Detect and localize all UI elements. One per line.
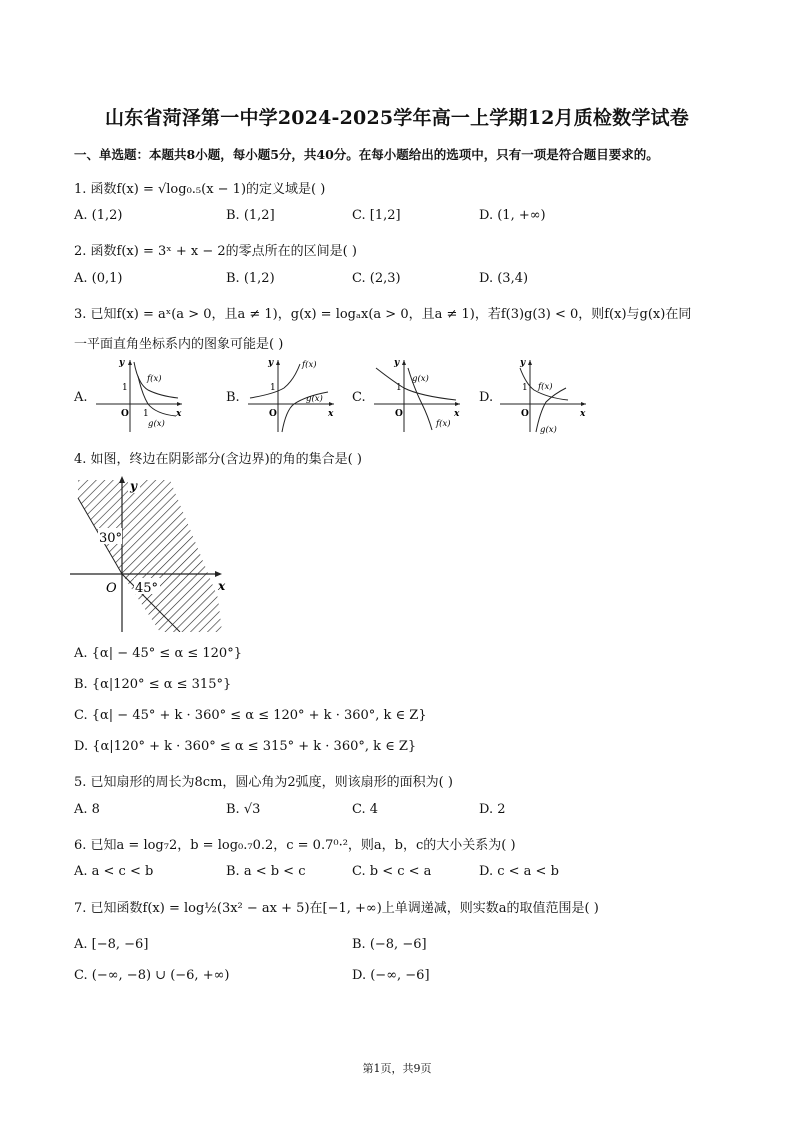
q2-option-b[interactable]: B. (1,2)	[226, 271, 275, 286]
q4-option-b[interactable]: B. {α|120° ≤ α ≤ 315°}	[74, 677, 232, 692]
q4-figure	[70, 472, 230, 632]
q6-option-d[interactable]: D. c < a < b	[479, 864, 559, 879]
q4-option-a[interactable]: A. {α| − 45° ≤ α ≤ 120°}	[74, 646, 242, 661]
q7-option-b[interactable]: B. (−8, −6]	[352, 937, 427, 952]
svg-text:O: O	[121, 409, 129, 419]
q7-option-c[interactable]: C. (−∞, −8) ∪ (−6, +∞)	[74, 968, 230, 983]
page-title: 山东省菏泽第一中学2024-2025学年高一上学期12月质检数学试卷	[105, 107, 689, 129]
svg-text:y: y	[119, 358, 125, 368]
svg-text:1: 1	[143, 409, 149, 419]
svg-text:x: x	[328, 409, 334, 419]
q3-option-b[interactable]: B.	[226, 390, 240, 405]
question-2-stem: 2. 函数f(x) = 3ˣ + x − 2的零点所在的区间是( )	[74, 244, 357, 259]
svg-text:O: O	[521, 409, 529, 419]
q5-option-b[interactable]: B. √3	[226, 802, 261, 817]
svg-text:y: y	[520, 358, 526, 368]
q1-option-d[interactable]: D. (1, +∞)	[479, 208, 546, 223]
q2-option-a[interactable]: A. (0,1)	[74, 271, 123, 286]
question-7-stem: 7. 已知函数f(x) = log½(3x² − ax + 5)在[−1, +∞)上单调递减，则实数a的取值范围是( )	[74, 901, 599, 916]
q3-option-d[interactable]: D.	[479, 390, 494, 405]
svg-text:1: 1	[122, 383, 128, 393]
q1-option-c[interactable]: C. [1,2]	[352, 208, 401, 223]
svg-text:O: O	[269, 409, 277, 419]
svg-text:y: y	[268, 358, 274, 368]
svg-text:30°: 30°	[99, 531, 123, 546]
section-heading: 一、单选题：本题共8小题，每小题5分，共40分。在每小题给出的选项中，只有一项是符合题目要求的。	[74, 147, 659, 162]
svg-text:1: 1	[522, 383, 528, 393]
q5-option-a[interactable]: A. 8	[74, 802, 100, 817]
svg-text:g(x): g(x)	[412, 374, 429, 384]
svg-text:x: x	[218, 579, 226, 593]
svg-text:y: y	[394, 358, 400, 368]
question-6-stem: 6. 已知a = log₇2，b = log₀.₇0.2，c = 0.7⁰·²，则a，b，c的大小关系为( )	[74, 838, 516, 853]
svg-text:x: x	[454, 409, 460, 419]
svg-text:x: x	[580, 409, 586, 419]
q4-option-c[interactable]: C. {α| − 45° + k · 360° ≤ α ≤ 120° + k · 360°, k ∈ Z}	[74, 708, 427, 723]
q1-option-a[interactable]: A. (1,2)	[74, 208, 123, 223]
q1-option-b[interactable]: B. (1,2]	[226, 208, 275, 223]
svg-text:y: y	[130, 479, 137, 493]
question-3-stem-line1: 3. 已知f(x) = aˣ(a > 0，且a ≠ 1)，g(x) = logₐx(a > 0，且a ≠ 1)，若f(3)g(3) < 0，则f(x)与g(x)在同	[74, 307, 692, 322]
question-4-stem: 4. 如图，终边在阴影部分(含边界)的角的集合是( )	[74, 452, 362, 467]
svg-text:x: x	[176, 409, 182, 419]
question-3-stem-line2: 一平面直角坐标系内的图象可能是( )	[74, 337, 284, 352]
svg-text:g(x): g(x)	[540, 425, 557, 434]
svg-text:1: 1	[270, 383, 276, 393]
svg-text:f(x): f(x)	[147, 374, 162, 384]
page-footer: 第1页，共9页	[362, 1062, 432, 1075]
q3-graph-a	[92, 354, 192, 434]
svg-text:f(x): f(x)	[302, 360, 317, 370]
q5-option-c[interactable]: C. 4	[352, 802, 379, 817]
q2-option-c[interactable]: C. (2,3)	[352, 271, 401, 286]
q2-option-d[interactable]: D. (3,4)	[479, 271, 529, 286]
q3-graph-b	[244, 354, 344, 434]
q3-option-a[interactable]: A.	[74, 390, 88, 405]
q3-option-c[interactable]: C.	[352, 390, 366, 405]
q4-option-d[interactable]: D. {α|120° + k · 360° ≤ α ≤ 315° + k · 360°, k ∈ Z}	[74, 739, 417, 754]
q3-graph-d	[496, 354, 596, 434]
svg-text:g(x): g(x)	[306, 394, 323, 404]
svg-text:1: 1	[396, 383, 402, 393]
svg-text:45°: 45°	[135, 581, 159, 596]
q6-option-b[interactable]: B. a < b < c	[226, 864, 306, 879]
q3-graph-c	[370, 354, 470, 434]
q5-option-d[interactable]: D. 2	[479, 802, 506, 817]
question-5-stem: 5. 已知扇形的周长为8cm，圆心角为2弧度，则该扇形的面积为( )	[74, 775, 453, 790]
q6-option-c[interactable]: C. b < c < a	[352, 864, 432, 879]
svg-text:g(x): g(x)	[148, 419, 165, 429]
svg-text:f(x): f(x)	[538, 382, 553, 392]
svg-text:f(x): f(x)	[436, 419, 451, 429]
svg-text:O: O	[395, 409, 403, 419]
q6-option-a[interactable]: A. a < c < b	[74, 864, 154, 879]
question-1-stem: 1. 函数f(x) = √log₀.₅(x − 1)的定义域是( )	[74, 182, 326, 197]
svg-text:O: O	[106, 581, 117, 596]
q7-option-a[interactable]: A. [−8, −6]	[74, 937, 149, 952]
q7-option-d[interactable]: D. (−∞, −6]	[352, 968, 430, 983]
